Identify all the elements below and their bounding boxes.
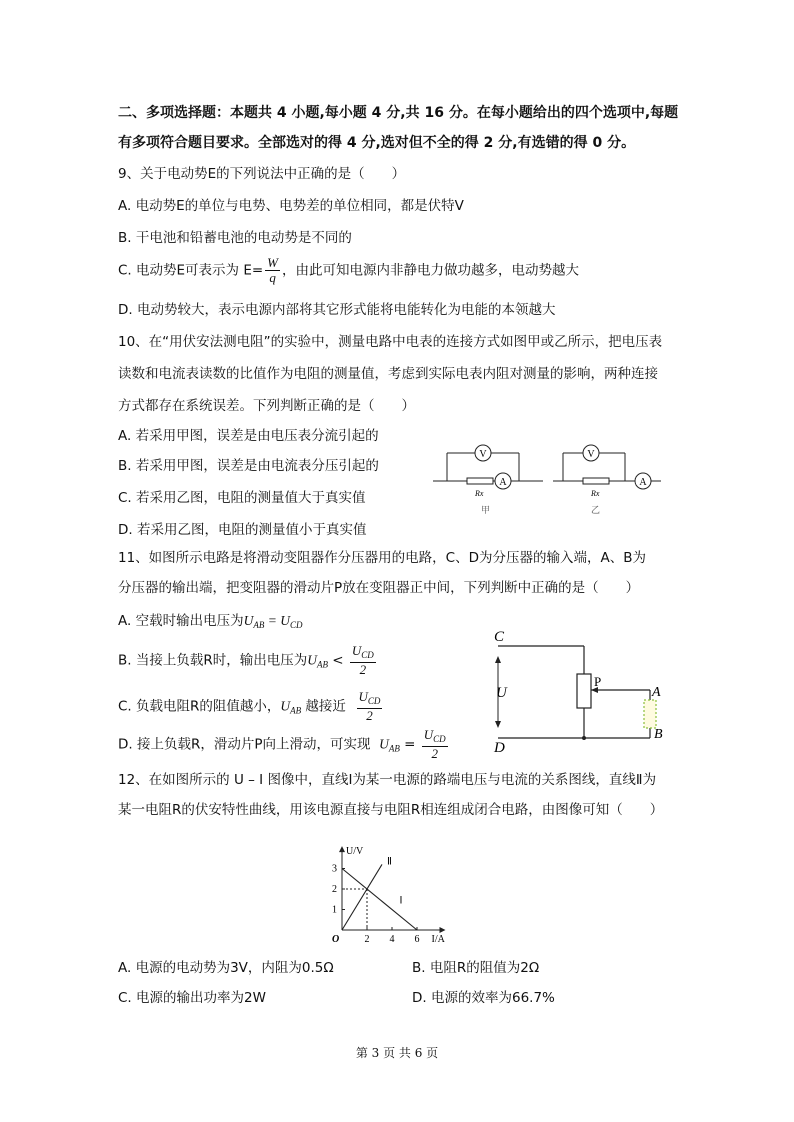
q11-a-sub-cd: CD [289, 620, 303, 630]
q11-option-a [118, 612, 302, 632]
u-arrow-down-icon [495, 721, 501, 728]
q11-b-num-u: U [351, 643, 362, 658]
q12-stem-line1: 12、在如图所示的 U – I 图像中，直线Ⅰ为某一电源的路端电压与电流的关系图线，直线Ⅱ为 [118, 772, 657, 788]
q11-c-prefix: C. 负载电阻R的阻值越小， [118, 698, 281, 715]
q11-d-denominator: 2 [431, 746, 438, 761]
x-tick-label: 2 [364, 934, 370, 945]
q11-divider-circuit [488, 626, 678, 756]
q11-c-u: U [280, 698, 291, 714]
q9-option-d: D. 电动势较大，表示电源内部将其它形式能将电能转化为电能的本领越大 [118, 302, 556, 318]
q9-option-c [118, 256, 579, 285]
q12-option-d: D. 电源的效率为66.7% [412, 990, 555, 1006]
series-label-2: Ⅱ [387, 856, 392, 868]
y-tick-label: 1 [332, 904, 337, 916]
q11-label-b: B [654, 727, 663, 742]
section-header-line1: 二、多项选择题：本题共 4 小题,每小题 4 分,共 16 分。在每小题给出的四个选项中,每题 [118, 105, 679, 121]
y-axis-label: U/V [346, 846, 364, 858]
q11-label-a: A [652, 685, 661, 700]
q11-d-numerator [422, 728, 448, 747]
q11-option-b [118, 644, 378, 677]
chart-axes [339, 846, 446, 933]
q11-b-denominator: 2 [359, 662, 367, 677]
q10-option-c: C. 若采用乙图，电阻的测量值大于真实值 [118, 490, 366, 506]
q9-stem: 9、关于电动势E的下列说法中正确的是（ ） [118, 166, 406, 182]
y-axis-arrow-icon [339, 846, 345, 852]
x-tick-label: 6 [414, 934, 420, 945]
x-axis-arrow-icon [440, 927, 446, 933]
q10-yi-v-label: V [587, 449, 595, 460]
q11-d-u: U [379, 736, 389, 752]
page-footer: 第 3 页 共 6 页 [355, 1046, 439, 1060]
origin-label: O [332, 934, 340, 945]
q11-option-d [118, 728, 450, 761]
junction-dot [582, 736, 586, 740]
x-axis-label: I/A [431, 934, 445, 945]
q11-d-eq: = [399, 736, 420, 753]
q11-stem-line2: 分压器的输出端，把变阻器的滑动片P放在变阻器正中间，下列判断中正确的是（ ） [118, 580, 640, 596]
q10-option-b: B. 若采用甲图，误差是由电流表分压引起的 [118, 458, 379, 474]
q11-a-u: U [243, 613, 254, 628]
q11-a-eq: = U [264, 613, 290, 628]
q10-stem-line1: 10、在“用伏安法测电阻”的实验中，测量电路中电表的连接方式如图甲或乙所示，把电压表 [118, 334, 663, 350]
y-tick-label: 2 [332, 884, 337, 895]
q10-jia-caption: 甲 [481, 505, 491, 515]
q11-a-sub-ab: AB [253, 620, 265, 630]
q10-jia-v-label: V [479, 449, 487, 460]
q10-yi-caption: 乙 [591, 505, 601, 515]
q11-b-fraction [350, 644, 376, 677]
q11-d-fraction [422, 728, 448, 761]
q10-yi-a-label: A [639, 477, 647, 488]
q9-option-b: B. 干电池和铅蓄电池的电动势是不同的 [118, 230, 352, 246]
q11-c-numerator [357, 690, 383, 709]
q10-option-d: D. 若采用乙图，电阻的测量值小于真实值 [118, 522, 367, 538]
q11-c-fraction [357, 690, 383, 723]
q10-yi-rx-label: Rx [591, 489, 600, 498]
u-arrow-up-icon [495, 656, 501, 663]
q11-b-numerator [350, 644, 376, 663]
q11-b-prefix: B. 当接上负载R时，输出电压为 [118, 652, 308, 669]
q12-option-b: B. 电阻R的阻值为2Ω [412, 960, 540, 976]
q9-c-prefix: C. 电动势E可表示为 E= [118, 262, 264, 279]
series-line-1 [342, 869, 417, 931]
series-label-1: Ⅰ [399, 895, 403, 907]
q11-c-num-sub: CD [367, 696, 381, 706]
q11-d-num-sub: CD [433, 734, 446, 744]
q11-b-num-sub: CD [361, 650, 374, 660]
q11-b-u: U [307, 652, 317, 668]
q10-stem-line2: 读数和电流表读数的比值作为电阻的测量值，考虑到实际电表内阻对测量的影响，两种连接 [118, 366, 658, 382]
q11-d-num-u: U [423, 727, 434, 742]
q11-b-sub: AB [316, 659, 328, 670]
load-resistor [644, 700, 656, 728]
q10-circuit-figures [425, 440, 665, 520]
q11-c-mid: 越接近 [301, 698, 346, 715]
q9-option-a: A. 电动势E的单位与电势、电势差的单位相同，都是伏特V [118, 198, 464, 214]
chart-series [342, 856, 417, 930]
q11-label-d: D [494, 740, 505, 756]
q11-d-prefix: D. 接上负载R，滑动片P向上滑动，可实现 [118, 736, 371, 753]
q11-label-p: P [594, 674, 602, 689]
q11-a-prefix: A. 空载时输出电压为 [118, 613, 244, 629]
q11-label-u: U [496, 685, 507, 701]
q11-c-sub: AB [290, 705, 302, 716]
q9-c-suffix: ，由此可知电源内非静电力做功越多，电动势越大 [282, 262, 580, 279]
q12-option-a: A. 电源的电动势为3V，内阻为0.5Ω [118, 960, 334, 976]
divider-wires [498, 646, 650, 738]
q11-option-c [118, 690, 384, 723]
q10-stem-line3: 方式都存在系统误差。下列判断正确的是（ ） [118, 398, 415, 414]
y-tick-label: 3 [332, 863, 337, 875]
q9-c-denominator: q [269, 270, 276, 285]
section-header-line2: 有多项符合题目要求。全部选对的得 4 分,选对但不全的得 2 分,有选错的得 0 分。 [118, 135, 636, 151]
q10-jia-a-label: A [499, 477, 507, 488]
q11-c-num-u: U [358, 689, 368, 704]
q11-c-denominator: 2 [366, 708, 373, 723]
q11-d-sub: AB [388, 743, 400, 754]
circuit-jia [433, 445, 543, 489]
series-line-2 [342, 864, 382, 930]
q9-c-fraction [265, 256, 280, 285]
q12-option-c: C. 电源的输出功率为2W [118, 990, 266, 1006]
q10-option-a: A. 若采用甲图，误差是由电压表分流引起的 [118, 428, 379, 444]
q10-jia-rx-label: Rx [475, 489, 484, 498]
q11-stem-line1: 11、如图所示电路是将滑动变阻器作分压器用的电路，C、D为分压器的输入端，A、B为 [118, 550, 646, 566]
q12-ui-chart [322, 834, 472, 946]
q9-c-numerator: W [267, 255, 279, 270]
q12-stem-line2: 某一电阻R的伏安特性曲线，用该电源直接与电阻R相连组成闭合电路，由图像可知（ ） [118, 802, 664, 818]
x-tick-label: 4 [389, 934, 395, 945]
q11-b-op: < [327, 652, 348, 669]
q11-label-c: C [494, 629, 505, 645]
